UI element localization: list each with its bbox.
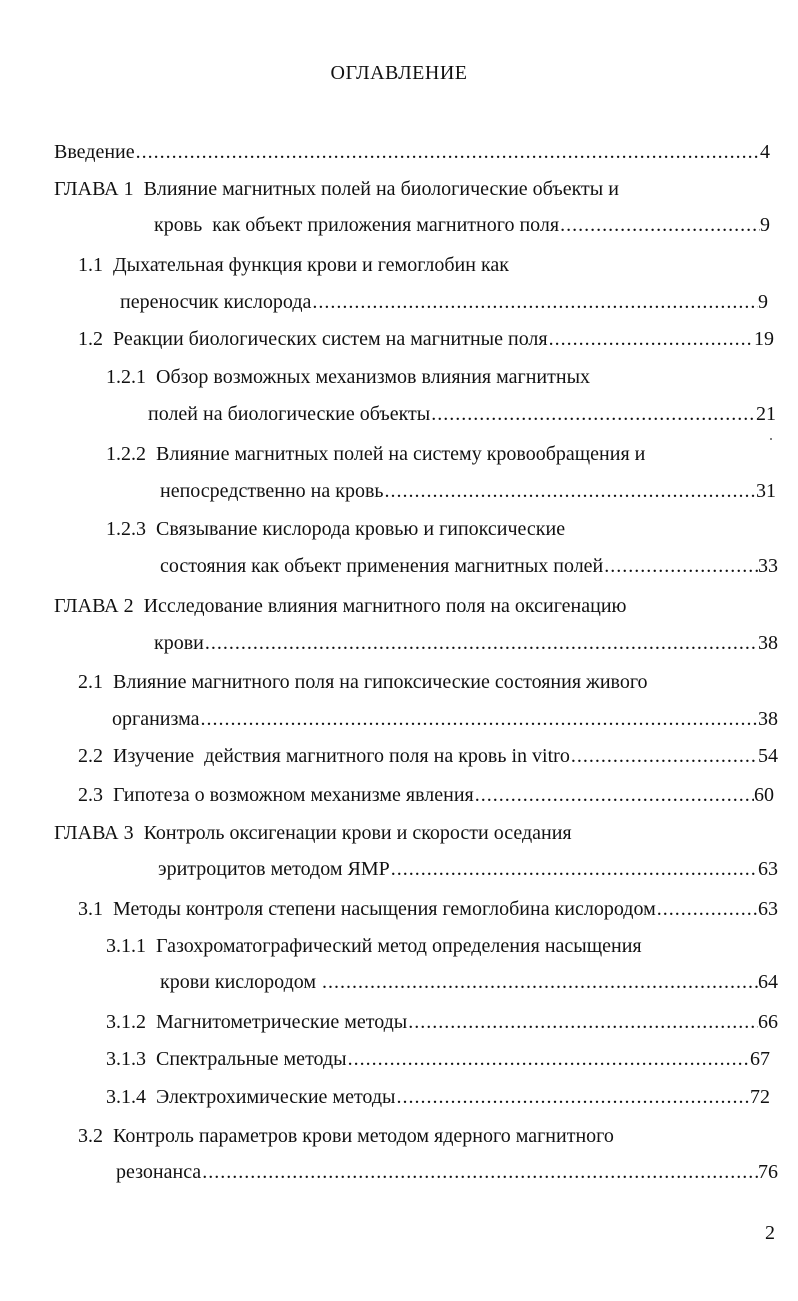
toc-entry-text: 3.1.3 Спектральные методы bbox=[106, 1048, 347, 1070]
toc-entry-intro bbox=[54, 138, 770, 166]
toc-entry-3-2-line1: 3.2 Контроль параметров крови методом ядерного магнитного bbox=[78, 1125, 614, 1147]
toc-leader-dots bbox=[656, 895, 758, 923]
toc-entry-1-1 bbox=[120, 288, 768, 316]
toc-entry-3-1-4 bbox=[106, 1083, 770, 1111]
toc-leader-dots bbox=[603, 552, 758, 580]
toc-entry-text: 3.1.2 Магнитометрические методы bbox=[106, 1011, 408, 1033]
toc-entry-3-2 bbox=[116, 1158, 778, 1186]
toc-entry-1-1-line1: 1.1 Дыхательная функция крови и гемоглобин как bbox=[78, 254, 509, 276]
toc-entry-chapter2 bbox=[154, 629, 778, 657]
toc-entry-page: 66 bbox=[758, 1011, 778, 1033]
toc-entry-text: крови bbox=[154, 632, 204, 654]
toc-entry-2-1 bbox=[112, 705, 778, 733]
toc-entry-1-2-3 bbox=[160, 552, 778, 580]
toc-entry-1-2-1-line1: 1.2.1 Обзор возможных механизмов влияния магнитных bbox=[106, 366, 591, 388]
toc-leader-dots bbox=[321, 968, 758, 996]
toc-entry-page: 31 bbox=[756, 480, 776, 502]
toc-leader-dots bbox=[201, 1158, 758, 1186]
toc-entry-1-2-2 bbox=[160, 477, 776, 505]
toc-entry-text: 3.1 Методы контроля степени насыщения гемоглобина кислородом bbox=[78, 898, 656, 920]
toc-entry-text: резонанса bbox=[116, 1161, 202, 1183]
toc-entry-page: 19 bbox=[754, 328, 774, 350]
toc-leader-dots bbox=[407, 1008, 758, 1036]
toc-entry-chapter3 bbox=[158, 855, 778, 883]
toc-entry-page: 72 bbox=[750, 1086, 770, 1108]
toc-entry-text: организма bbox=[112, 708, 200, 730]
toc-leader-dots bbox=[347, 1045, 750, 1073]
toc-entry-page: 67 bbox=[750, 1048, 770, 1070]
scan-speck bbox=[770, 438, 772, 440]
toc-entry-page: 21 bbox=[756, 403, 776, 425]
toc-entry-text: Введение bbox=[54, 141, 135, 163]
toc-entry-page: 76 bbox=[758, 1161, 778, 1183]
toc-entry-3-1-1-line1: 3.1.1 Газохроматографический метод определения насыщения bbox=[106, 935, 642, 957]
toc-entry-page: 64 bbox=[758, 971, 778, 993]
toc-entry-1-2-3-line1: 1.2.3 Связывание кислорода кровью и гипоксические bbox=[106, 518, 566, 540]
toc-entry-1-2 bbox=[78, 325, 774, 353]
toc-leader-dots bbox=[559, 211, 760, 239]
toc-entry-1-2-2-line1: 1.2.2 Влияние магнитных полей на систему кровообращения и bbox=[106, 443, 646, 465]
page-title: ОГЛАВЛЕНИЕ bbox=[330, 62, 468, 84]
toc-entry-text: эритроцитов методом ЯМР bbox=[158, 858, 390, 880]
toc-entry-chapter1-line1: ГЛАВА 1 Влияние магнитных полей на биологические объекты и bbox=[54, 178, 619, 200]
toc-entry-page: 38 bbox=[758, 708, 778, 730]
toc-leader-dots bbox=[474, 781, 754, 809]
toc-leader-dots bbox=[311, 288, 758, 316]
toc-entry-2-2 bbox=[78, 742, 778, 770]
toc-entry-page: 9 bbox=[758, 291, 768, 313]
toc-entry-page: 63 bbox=[758, 898, 778, 920]
toc-entry-3-1-2 bbox=[106, 1008, 778, 1036]
toc-leader-dots bbox=[395, 1083, 750, 1111]
toc-entry-1-2-1 bbox=[148, 400, 776, 428]
toc-entry-3-1-1 bbox=[160, 968, 778, 996]
toc-leader-dots bbox=[204, 629, 758, 657]
toc-entry-3-1 bbox=[78, 895, 778, 923]
toc-entry-text: 1.2 Реакции биологических систем на магнитные поля bbox=[78, 328, 548, 350]
toc-entry-page: 4 bbox=[760, 141, 770, 163]
toc-leader-dots bbox=[384, 477, 756, 505]
toc-entry-text: 3.1.4 Электрохимические методы bbox=[106, 1086, 396, 1108]
toc-entry-text: полей на биологические объекты bbox=[148, 403, 431, 425]
toc-entry-chapter3-line1: ГЛАВА 3 Контроль оксигенации крови и скорости оседания bbox=[54, 822, 572, 844]
toc-leader-dots bbox=[430, 400, 756, 428]
toc-leader-dots bbox=[570, 742, 758, 770]
toc-leader-dots bbox=[548, 325, 754, 353]
toc-entry-2-1-line1: 2.1 Влияние магнитного поля на гипоксические состояния живого bbox=[78, 671, 648, 693]
toc-leader-dots bbox=[390, 855, 758, 883]
toc-entry-3-1-3 bbox=[106, 1045, 770, 1073]
toc-entry-page: 54 bbox=[758, 745, 778, 767]
toc-entry-text: 2.3 Гипотеза о возможном механизме явления bbox=[78, 784, 474, 806]
toc-entry-text: кровь как объект приложения магнитного поля bbox=[154, 214, 560, 236]
page-number: 2 bbox=[765, 1222, 775, 1244]
toc-entry-2-3 bbox=[78, 781, 774, 809]
toc-entry-page: 60 bbox=[754, 784, 774, 806]
toc-entry-text: состояния как объект применения магнитных полей bbox=[160, 555, 604, 577]
toc-entry-text: переносчик кислорода bbox=[120, 291, 312, 313]
toc-entry-text: 2.2 Изучение действия магнитного поля на кровь in vitro bbox=[78, 745, 570, 767]
toc-entry-chapter1 bbox=[154, 211, 770, 239]
toc-entry-page: 63 bbox=[758, 858, 778, 880]
toc-entry-page: 33 bbox=[758, 555, 778, 577]
toc-entry-text: крови кислородом bbox=[160, 971, 322, 993]
toc-entry-page: 9 bbox=[760, 214, 770, 236]
toc-leader-dots bbox=[135, 138, 760, 166]
toc-entry-page: 38 bbox=[758, 632, 778, 654]
toc-leader-dots bbox=[200, 705, 759, 733]
toc-entry-text: непосредственно на кровь bbox=[160, 480, 384, 502]
toc-entry-chapter2-line1: ГЛАВА 2 Исследование влияния магнитного поля на оксигенацию bbox=[54, 595, 627, 617]
